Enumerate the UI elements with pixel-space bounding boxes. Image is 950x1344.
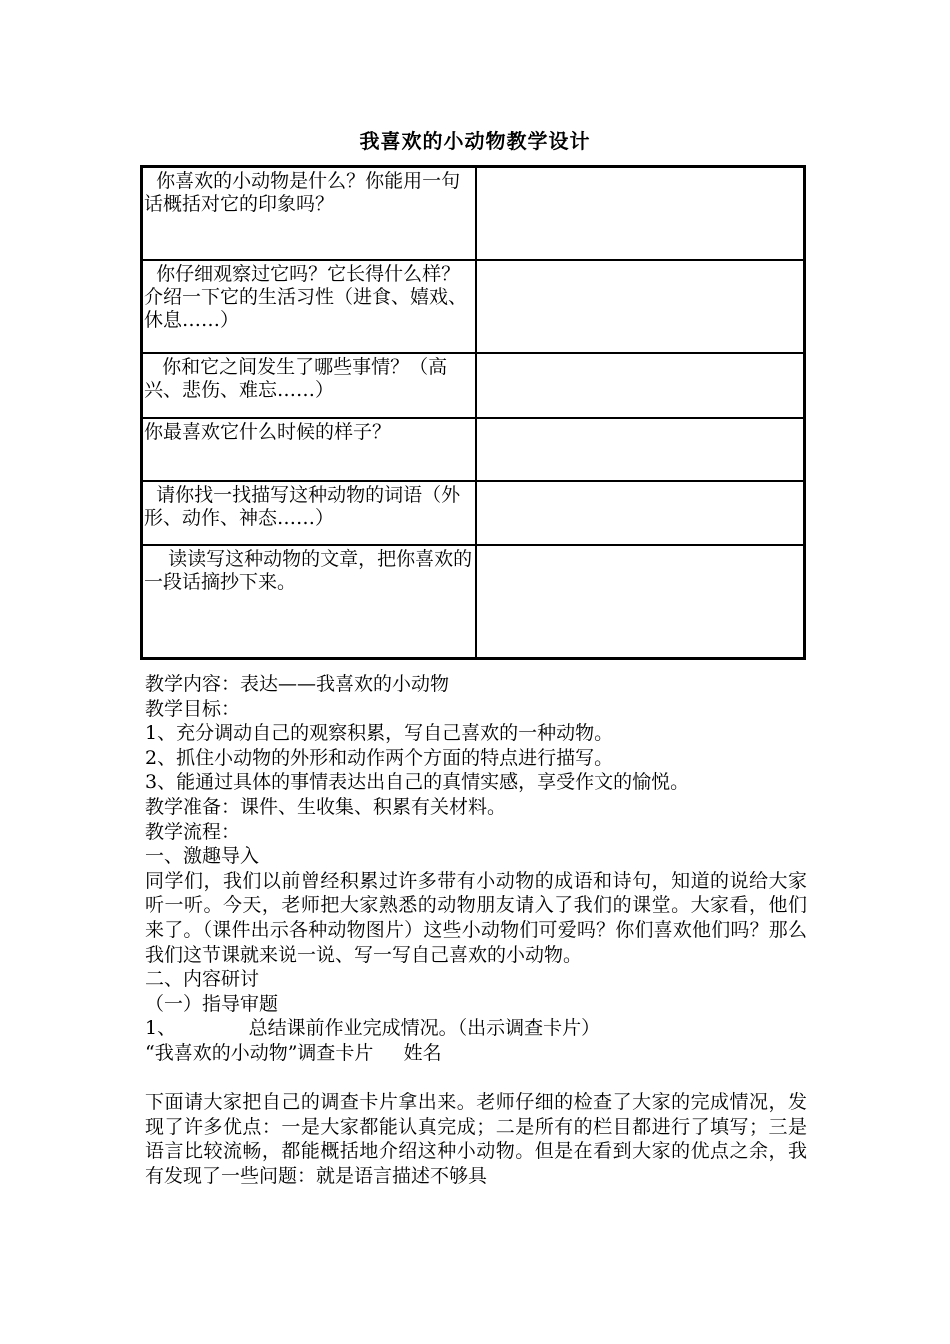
- teaching-flow-heading: 教学流程：: [145, 820, 241, 843]
- step-line: 1、 总结课前作业完成情况。（出示调查卡片）: [145, 1017, 601, 1040]
- teaching-goals-heading: 教学目标：: [145, 697, 241, 720]
- survey-answer: [476, 167, 805, 260]
- teaching-prep: 教学准备：课件、生收集、积累有关材料。: [145, 795, 507, 818]
- survey-question: 你喜欢的小动物是什么？你能用一句话概括对它的印象吗？: [142, 167, 477, 260]
- teaching-goal: 3、能通过具体的事情表达出自己的真情实感，享受作文的愉悦。: [145, 771, 690, 794]
- survey-row: [142, 545, 805, 659]
- survey-answer: [476, 353, 805, 418]
- blank-line: [145, 1066, 807, 1091]
- survey-question: 你最喜欢它什么时候的样子？: [142, 418, 477, 481]
- survey-answer: [476, 481, 805, 545]
- lesson-plan-body: [145, 672, 807, 1188]
- survey-answer: [476, 545, 805, 659]
- intro-paragraph: 同学们，我们以前曾经积累过许多带有小动物的成语和诗句，知道的说给大家听一听。今天，老师把大家熟悉的动物朋友请入了我们的课堂。大家看，他们来了。（课件出示各种动物图片）这些小动物们可爱吗？你们喜欢他们吗？那么我们这节课就来说一说、写一写自己喜欢的小动物。: [145, 869, 807, 966]
- review-paragraph: 下面请大家把自己的调查卡片拿出来。老师仔细的检查了大家的完成情况，发现了许多优点：一是大家都能认真完成；二是所有的栏目都进行了填写；三是语言比较流畅，都能概括地介绍这种小动物。但是在看到大家的优点之余，我有发现了一些问题：就是语言描述不够具: [145, 1091, 807, 1187]
- survey-row: [142, 260, 805, 353]
- teaching-content: 教学内容：表达——我喜欢的小动物: [145, 673, 450, 695]
- teaching-goal: 1、充分调动自己的观察积累，写自己喜欢的一种动物。: [145, 722, 614, 745]
- survey-row: [142, 481, 805, 545]
- survey-answer: [476, 418, 805, 481]
- survey-question: 你和它之间发生了哪些事情？（高兴、悲伤、难忘……）: [142, 353, 477, 418]
- section-heading: 二、内容研讨: [145, 968, 260, 991]
- survey-row: [142, 353, 805, 418]
- page-title: 我喜欢的小动物教学设计: [359, 129, 591, 153]
- survey-row: [142, 418, 805, 481]
- teaching-goal: 2、抓住小动物的外形和动作两个方面的特点进行描写。: [145, 746, 614, 769]
- survey-question: 读读写这种动物的文章，把你喜欢的一段话摘抄下来。: [142, 545, 477, 659]
- survey-question: 请你找一找描写这种动物的词语（外形、动作、神态……）: [142, 481, 477, 545]
- survey-row: [142, 167, 805, 260]
- subsection-heading: （一）指导审题: [145, 992, 279, 1015]
- survey-question: 你仔细观察过它吗？它长得什么样？介绍一下它的生活习性（进食、嬉戏、休息……）: [142, 260, 477, 353]
- survey-card-line: “我喜欢的小动物”调查卡片 姓名: [145, 1041, 442, 1064]
- survey-answer: [476, 260, 805, 353]
- section-heading: 一、激趣导入: [145, 845, 260, 868]
- survey-table: [140, 165, 806, 660]
